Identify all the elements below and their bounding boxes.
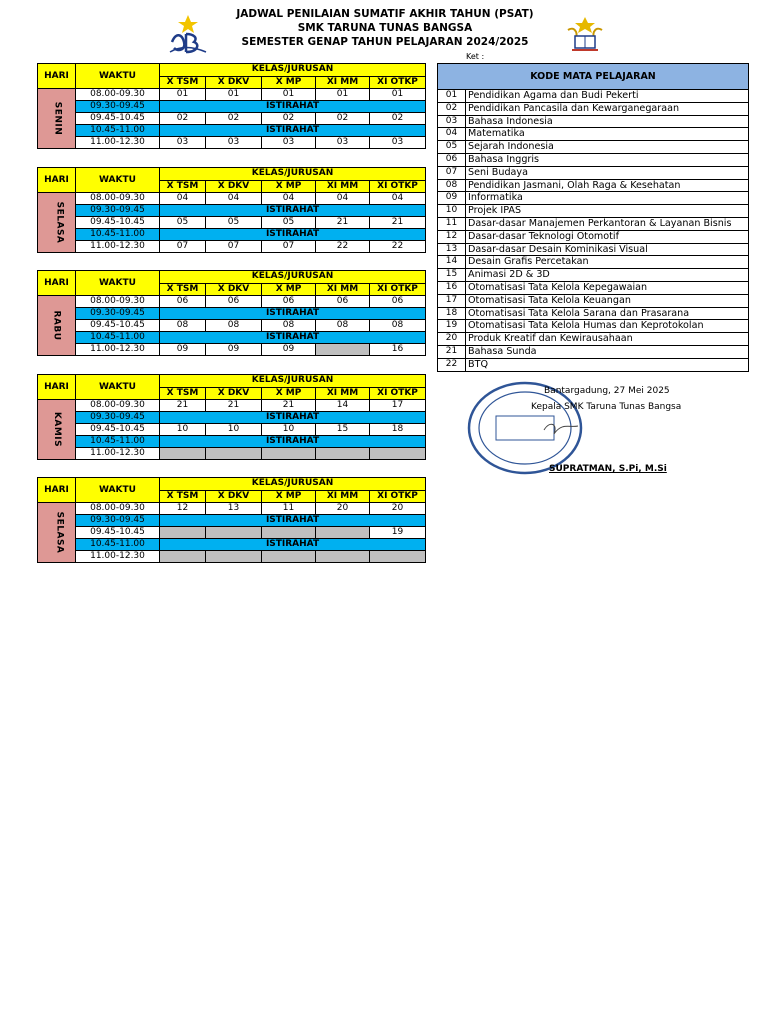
subject-code: 12	[438, 230, 466, 243]
header-waktu: WAKTU	[76, 168, 160, 193]
title-line-1: JADWAL PENILAIAN SUMATIF AKHIR TAHUN (PSAT)	[236, 8, 534, 20]
class-header: X MP	[262, 387, 316, 400]
day-label: KAMIS	[38, 400, 76, 460]
subject-cell: 10	[262, 424, 316, 436]
subject-cell: 08	[160, 320, 206, 332]
class-header: X TSM	[160, 490, 206, 503]
subject-code-row	[438, 345, 749, 358]
class-header: X TSM	[160, 180, 206, 193]
class-header: XI MM	[316, 490, 370, 503]
subject-cell: 01	[316, 89, 370, 101]
subject-cell: 22	[370, 241, 426, 253]
time-slot: 09.45-10.45	[76, 320, 160, 332]
header-waktu: WAKTU	[76, 478, 160, 503]
subject-cell	[262, 448, 316, 460]
subject-code: 17	[438, 294, 466, 307]
subject-cell: 03	[206, 137, 262, 149]
subject-cell: 03	[262, 137, 316, 149]
subject-cell: 03	[370, 137, 426, 149]
subject-code-row	[438, 166, 749, 179]
header-kelas-jurusan: KELAS/JURUSAN	[160, 168, 426, 181]
class-header: X MP	[262, 180, 316, 193]
time-slot: 09.45-10.45	[76, 527, 160, 539]
class-header: X DKV	[206, 490, 262, 503]
subject-cell	[262, 527, 316, 539]
subject-cell: 19	[370, 527, 426, 539]
subject-name: Bahasa Indonesia	[466, 115, 749, 128]
subject-cell	[160, 448, 206, 460]
schedule-table	[37, 63, 426, 149]
time-slot: 08.00-09.30	[76, 296, 160, 308]
class-header: XI MM	[316, 387, 370, 400]
subject-cell	[370, 448, 426, 460]
subject-cell	[316, 527, 370, 539]
subject-cell: 02	[316, 113, 370, 125]
header-kelas-jurusan: KELAS/JURUSAN	[160, 375, 426, 388]
subject-code-row	[438, 320, 749, 333]
class-header: X MP	[262, 283, 316, 296]
subject-code: 05	[438, 141, 466, 154]
subject-cell: 01	[370, 89, 426, 101]
day-label: SENIN	[38, 89, 76, 149]
subject-cell: 04	[370, 193, 426, 205]
subject-name: Pendidikan Jasmani, Olah Raga & Kesehatan	[466, 179, 749, 192]
subject-name: Projek IPAS	[466, 205, 749, 218]
subject-code: 19	[438, 320, 466, 333]
header-kelas-jurusan: KELAS/JURUSAN	[160, 271, 426, 284]
subject-code: 10	[438, 205, 466, 218]
day-label: SELASA	[38, 193, 76, 253]
subject-cell	[206, 527, 262, 539]
subject-cell: 21	[316, 217, 370, 229]
subject-cell	[316, 448, 370, 460]
subject-cell: 04	[206, 193, 262, 205]
subject-cell: 17	[370, 400, 426, 412]
subject-cell: 02	[206, 113, 262, 125]
subject-code-row	[438, 90, 749, 103]
subject-cell: 12	[160, 503, 206, 515]
subject-code-row	[438, 192, 749, 205]
subject-cell: 05	[262, 217, 316, 229]
subject-cell: 09	[206, 344, 262, 356]
subject-cell: 07	[206, 241, 262, 253]
subject-name: BTQ	[466, 358, 749, 371]
subject-code-row	[438, 102, 749, 115]
time-slot: 08.00-09.30	[76, 193, 160, 205]
header-hari: HARI	[38, 64, 76, 89]
subject-code: 06	[438, 153, 466, 166]
subject-cell: 09	[160, 344, 206, 356]
subject-cell: 18	[370, 424, 426, 436]
subject-cell	[206, 448, 262, 460]
subject-cell: 10	[160, 424, 206, 436]
subject-cell: 16	[370, 344, 426, 356]
header-kelas-jurusan: KELAS/JURUSAN	[160, 478, 426, 491]
time-slot: 10.45-11.00	[76, 332, 160, 344]
subject-cell: 06	[370, 296, 426, 308]
signature-name: SUPRATMAN, S.Pi, M.Si	[549, 464, 667, 474]
time-slot: 09.30-09.45	[76, 308, 160, 320]
subject-cell	[160, 551, 206, 563]
time-slot: 09.45-10.45	[76, 424, 160, 436]
subject-name: Dasar-dasar Teknologi Otomotif	[466, 230, 749, 243]
class-header: XI OTKP	[370, 283, 426, 296]
subject-code: 11	[438, 217, 466, 230]
subject-cell: 05	[206, 217, 262, 229]
subject-cell: 04	[316, 193, 370, 205]
subject-name: Bahasa Inggris	[466, 153, 749, 166]
subject-cell: 06	[206, 296, 262, 308]
subject-code-row	[438, 115, 749, 128]
subject-code: 21	[438, 345, 466, 358]
subject-cell: 08	[370, 320, 426, 332]
subject-name: Sejarah Indonesia	[466, 141, 749, 154]
signature-position: Kepala SMK Taruna Tunas Bangsa	[531, 402, 682, 412]
class-header: X MP	[262, 76, 316, 89]
header-kelas-jurusan: KELAS/JURUSAN	[160, 64, 426, 77]
subject-cell	[370, 551, 426, 563]
subject-code-row	[438, 141, 749, 154]
class-header: X DKV	[206, 180, 262, 193]
subject-code: 18	[438, 307, 466, 320]
subject-name: Bahasa Sunda	[466, 345, 749, 358]
title-line-3: SEMESTER GENAP TAHUN PELAJARAN 2024/2025	[241, 36, 529, 48]
subject-code: 20	[438, 333, 466, 346]
subject-name: Produk Kreatif dan Kewirausahaan	[466, 333, 749, 346]
time-slot: 11.00-12.30	[76, 448, 160, 460]
class-header: X DKV	[206, 76, 262, 89]
time-slot: 10.45-11.00	[76, 436, 160, 448]
subject-code-row	[438, 294, 749, 307]
subject-name: Animasi 2D & 3D	[466, 269, 749, 282]
header-hari: HARI	[38, 271, 76, 296]
subject-cell: 09	[262, 344, 316, 356]
subject-cell: 04	[262, 193, 316, 205]
subject-cell: 21	[262, 400, 316, 412]
subject-cell	[316, 551, 370, 563]
subject-cell	[206, 551, 262, 563]
header-waktu: WAKTU	[76, 271, 160, 296]
subject-cell: 08	[316, 320, 370, 332]
subject-code-row	[438, 307, 749, 320]
time-slot: 09.30-09.45	[76, 412, 160, 424]
break-row: ISTIRAHAT	[160, 332, 426, 344]
subject-code: 14	[438, 256, 466, 269]
schedule-table	[37, 374, 426, 460]
subject-code-row	[438, 269, 749, 282]
subject-code-row	[438, 153, 749, 166]
schedule-table	[37, 477, 426, 563]
subject-name: Dasar-dasar Manajemen Perkantoran & Layanan Bisnis	[466, 217, 749, 230]
day-label: SELASA	[38, 503, 76, 563]
break-row: ISTIRAHAT	[160, 539, 426, 551]
subject-code-row	[438, 217, 749, 230]
class-header: X DKV	[206, 387, 262, 400]
subject-cell: 07	[160, 241, 206, 253]
subject-cell: 10	[206, 424, 262, 436]
subject-cell: 11	[262, 503, 316, 515]
time-slot: 09.45-10.45	[76, 113, 160, 125]
subject-cell: 14	[316, 400, 370, 412]
subject-code-row	[438, 281, 749, 294]
subject-cell: 01	[262, 89, 316, 101]
time-slot: 08.00-09.30	[76, 400, 160, 412]
time-slot: 08.00-09.30	[76, 503, 160, 515]
subject-code-row	[438, 243, 749, 256]
break-row: ISTIRAHAT	[160, 412, 426, 424]
subject-code-row	[438, 358, 749, 371]
break-row: ISTIRAHAT	[160, 125, 426, 137]
subject-name: Pendidikan Pancasila dan Kewarganegaraan	[466, 102, 749, 115]
subject-cell: 21	[160, 400, 206, 412]
subject-code: 09	[438, 192, 466, 205]
subject-cell: 20	[370, 503, 426, 515]
break-row: ISTIRAHAT	[160, 436, 426, 448]
subject-code-row	[438, 230, 749, 243]
subject-code: 15	[438, 269, 466, 282]
subject-code-row	[438, 179, 749, 192]
class-header: XI OTKP	[370, 387, 426, 400]
time-slot: 11.00-12.30	[76, 344, 160, 356]
subject-name: Dasar-dasar Desain Kominikasi Visual	[466, 243, 749, 256]
time-slot: 10.45-11.00	[76, 539, 160, 551]
subject-cell: 03	[316, 137, 370, 149]
subject-code: 08	[438, 179, 466, 192]
break-row: ISTIRAHAT	[160, 229, 426, 241]
time-slot: 10.45-11.00	[76, 229, 160, 241]
break-row: ISTIRAHAT	[160, 101, 426, 113]
time-slot: 09.30-09.45	[76, 515, 160, 527]
header-waktu: WAKTU	[76, 375, 160, 400]
subject-code-header: KODE MATA PELAJARAN	[438, 64, 749, 90]
subject-cell: 07	[262, 241, 316, 253]
time-slot: 09.30-09.45	[76, 101, 160, 113]
class-header: X MP	[262, 490, 316, 503]
header-hari: HARI	[38, 375, 76, 400]
break-row: ISTIRAHAT	[160, 205, 426, 217]
class-header: X TSM	[160, 387, 206, 400]
subject-cell: 06	[262, 296, 316, 308]
subject-cell: 04	[160, 193, 206, 205]
subject-code: 22	[438, 358, 466, 371]
subject-cell: 05	[160, 217, 206, 229]
day-label: RABU	[38, 296, 76, 356]
time-slot: 08.00-09.30	[76, 89, 160, 101]
subject-cell: 08	[206, 320, 262, 332]
subject-name: Matematika	[466, 128, 749, 141]
time-slot: 09.30-09.45	[76, 205, 160, 217]
break-row: ISTIRAHAT	[160, 515, 426, 527]
subject-code: 13	[438, 243, 466, 256]
subject-cell: 06	[160, 296, 206, 308]
signature-place-date: Bantargadung, 27 Mei 2025	[544, 386, 670, 396]
subject-cell	[316, 344, 370, 356]
header-hari: HARI	[38, 168, 76, 193]
title-line-2: SMK TARUNA TUNAS BANGSA	[297, 22, 473, 34]
class-header: XI MM	[316, 76, 370, 89]
subject-code: 01	[438, 90, 466, 103]
subject-code: 07	[438, 166, 466, 179]
subject-cell	[160, 527, 206, 539]
class-header: XI OTKP	[370, 490, 426, 503]
header-waktu: WAKTU	[76, 64, 160, 89]
subject-name: Pendidikan Agama dan Budi Pekerti	[466, 90, 749, 103]
school-logo-right	[564, 14, 606, 56]
time-slot: 11.00-12.30	[76, 551, 160, 563]
subject-cell: 02	[370, 113, 426, 125]
time-slot: 11.00-12.30	[76, 137, 160, 149]
subject-name: Desain Grafis Percetakan	[466, 256, 749, 269]
subject-cell: 15	[316, 424, 370, 436]
subject-cell	[262, 551, 316, 563]
subject-name: Otomatisasi Tata Kelola Keuangan	[466, 294, 749, 307]
subject-cell: 20	[316, 503, 370, 515]
ket-label: Ket :	[466, 52, 485, 61]
class-header: XI MM	[316, 180, 370, 193]
subject-cell: 02	[160, 113, 206, 125]
subject-code-row	[438, 333, 749, 346]
subject-cell: 21	[206, 400, 262, 412]
subject-cell: 02	[262, 113, 316, 125]
subject-name: Otomatisasi Tata Kelola Humas dan Keprotokolan	[466, 320, 749, 333]
subject-code: 02	[438, 102, 466, 115]
subject-cell: 06	[316, 296, 370, 308]
class-header: X TSM	[160, 76, 206, 89]
time-slot: 09.45-10.45	[76, 217, 160, 229]
subject-code: 16	[438, 281, 466, 294]
subject-code: 03	[438, 115, 466, 128]
schedule-table	[37, 167, 426, 253]
subject-code-row	[438, 256, 749, 269]
subject-name: Informatika	[466, 192, 749, 205]
subject-name: Otomatisasi Tata Kelola Sarana dan Prasarana	[466, 307, 749, 320]
subject-cell: 22	[316, 241, 370, 253]
subject-code-table	[437, 63, 749, 372]
time-slot: 10.45-11.00	[76, 125, 160, 137]
class-header: X TSM	[160, 283, 206, 296]
subject-cell: 08	[262, 320, 316, 332]
class-header: XI MM	[316, 283, 370, 296]
class-header: XI OTKP	[370, 76, 426, 89]
subject-name: Seni Budaya	[466, 166, 749, 179]
time-slot: 11.00-12.30	[76, 241, 160, 253]
subject-cell: 01	[160, 89, 206, 101]
class-header: XI OTKP	[370, 180, 426, 193]
subject-code: 04	[438, 128, 466, 141]
document-header	[0, 8, 768, 52]
subject-cell: 03	[160, 137, 206, 149]
subject-cell: 01	[206, 89, 262, 101]
schedule-table	[37, 270, 426, 356]
subject-code-row	[438, 205, 749, 218]
subject-cell: 21	[370, 217, 426, 229]
header-hari: HARI	[38, 478, 76, 503]
subject-name: Otomatisasi Tata Kelola Kepegawaian	[466, 281, 749, 294]
subject-cell: 13	[206, 503, 262, 515]
subject-code-row	[438, 128, 749, 141]
break-row: ISTIRAHAT	[160, 308, 426, 320]
class-header: X DKV	[206, 283, 262, 296]
